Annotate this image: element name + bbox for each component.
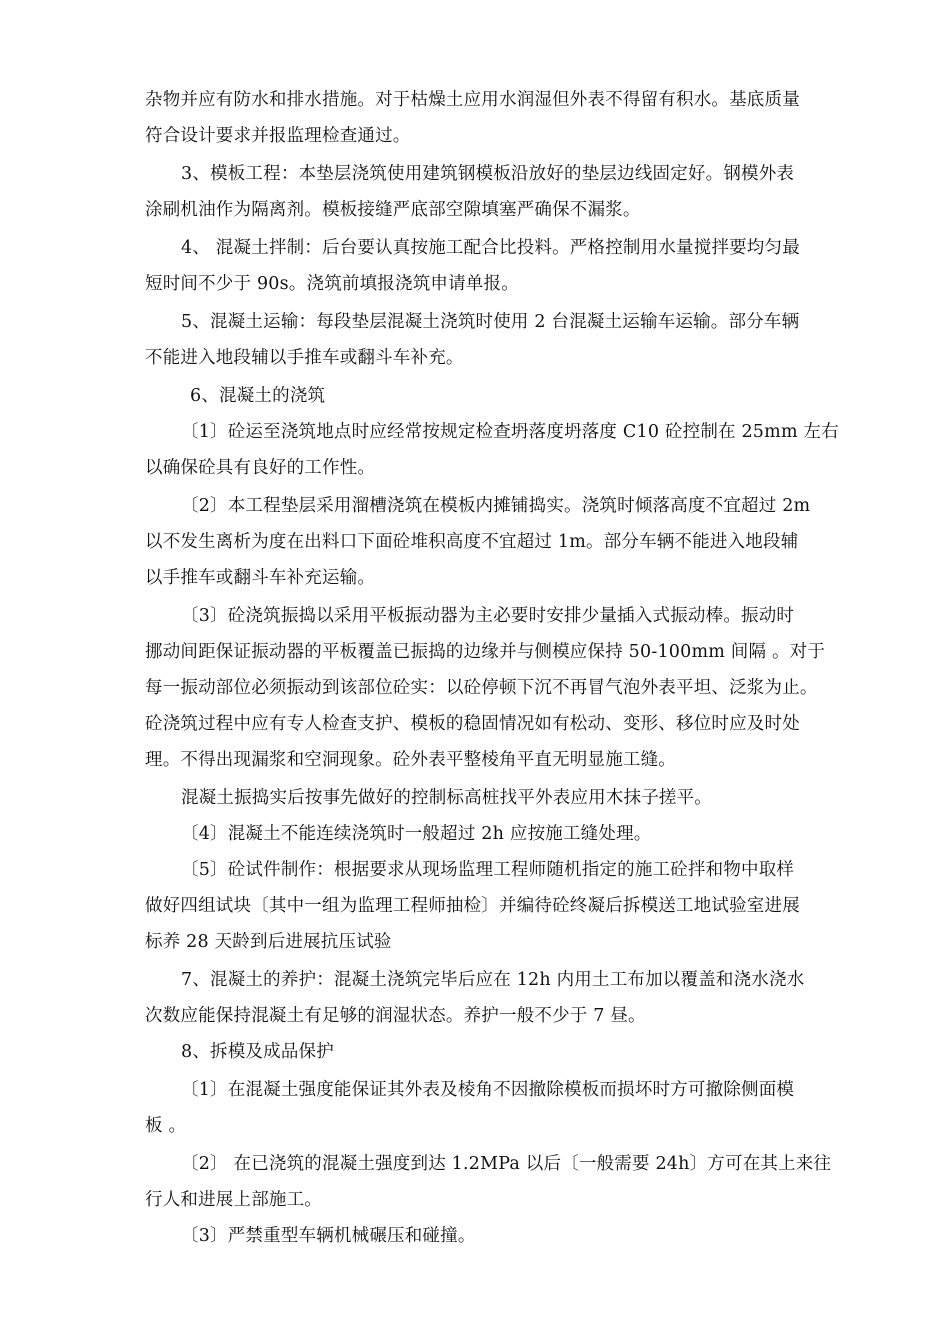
text-line-06: 短时间不少于 90s。浇筑前填报浇筑申请单报。 <box>145 274 519 294</box>
text-line-19: 理。不得出现漏浆和空洞现象。砼外表平整棱角平直无明显施工缝。 <box>145 750 676 770</box>
text-line-10: 〔1〕砼运至浇筑地点时应经常按规定检查坍落度坍落度 C10 砼控制在 25mm 左右 <box>181 422 839 442</box>
text-line-27: 8、拆模及成品保护 <box>181 1042 334 1062</box>
text-line-14: 以手推车或翻斗车补充运输。 <box>145 568 376 588</box>
text-line-26: 次数应能保持混凝土有足够的润湿状态。养护一般不少于 7 昼。 <box>145 1006 646 1026</box>
text-line-24: 标养 28 天龄到后进展抗压试验 <box>145 932 392 952</box>
text-line-01: 杂物并应有防水和排水措施。对于枯燥土应用水润湿但外表不得留有积水。基底质量 <box>145 90 800 110</box>
text-line-02: 符合设计要求并报监理检查通过。 <box>145 126 411 146</box>
text-line-21: 〔4〕混凝土不能连续浇筑时一般超过 2h 应按施工缝处理。 <box>181 824 652 844</box>
text-line-05: 4、 混凝土拌制：后台要认真按施工配合比投料。严格控制用水量搅拌要均匀最 <box>181 238 800 258</box>
text-line-18: 砼浇筑过程中应有专人检查支护、模板的稳固情况如有松动、变形、移位时应及时处 <box>145 714 800 734</box>
text-line-16: 挪动间距保证振动器的平板覆盖已振捣的边缘并与侧模应保持 50-100mm 间隔 。对于 <box>145 642 826 662</box>
text-line-22: 〔5〕砼试件制作：根据要求从现场监理工程师随机指定的施工砼拌和物中取样 <box>181 860 795 880</box>
text-line-08: 不能进入地段辅以手推车或翻斗车补充。 <box>145 348 464 368</box>
text-line-28: 〔1〕在混凝土强度能保证其外表及棱角不因撤除模板而损坏时方可撤除侧面模 <box>181 1080 795 1100</box>
text-line-03: 3、模板工程：本垫层浇筑使用建筑钢模板沿放好的垫层边线固定好。钢模外表 <box>181 164 795 184</box>
text-line-17: 每一振动部位必须振动到该部位砼实：以砼停顿下沉不再冒气泡外表平坦、泛浆为止。 <box>145 678 818 698</box>
text-line-23: 做好四组试块〔其中一组为监理工程师抽检〕并编待砼终凝后拆模送工地试验室进展 <box>145 896 800 916</box>
text-line-12: 〔2〕本工程垫层采用溜槽浇筑在模板内摊铺捣实。浇筑时倾落高度不宜超过 2m <box>181 496 811 516</box>
text-line-25: 7、混凝土的养护：混凝土浇筑完毕后应在 12h 内用土工布加以覆盖和浇水浇水 <box>181 970 805 990</box>
text-line-32: 〔3〕严禁重型车辆机械碾压和碰撞。 <box>181 1226 476 1246</box>
text-line-13: 以不发生离析为度在出料口下面砼堆积高度不宜超过 1m。部分车辆不能进入地段辅 <box>145 532 799 552</box>
text-line-07: 5、混凝土运输：每段垫层混凝土浇筑时使用 2 台混凝土运输车运输。部分车辆 <box>181 312 800 332</box>
text-line-09: 6、混凝土的浇筑 <box>190 386 326 406</box>
text-line-29: 板 。 <box>145 1116 187 1136</box>
text-line-30: 〔2〕 在已浇筑的混凝土强度到达 1.2MPa 以后〔一般需要 24h〕方可在其上来往 <box>181 1154 832 1174</box>
text-line-31: 行人和进展上部施工。 <box>145 1190 322 1210</box>
text-line-04: 涂刷机油作为隔离剂。模板接缝严底部空隙填塞严确保不漏浆。 <box>145 200 641 220</box>
text-line-15: 〔3〕砼浇筑振捣以采用平板振动器为主必要时安排少量插入式振动棒。振动时 <box>181 606 795 626</box>
text-line-11: 以确保砼具有良好的工作性。 <box>145 458 376 478</box>
text-line-20: 混凝土振捣实后按事先做好的控制标高桩找平外表应用木抹子搓平。 <box>181 788 712 808</box>
